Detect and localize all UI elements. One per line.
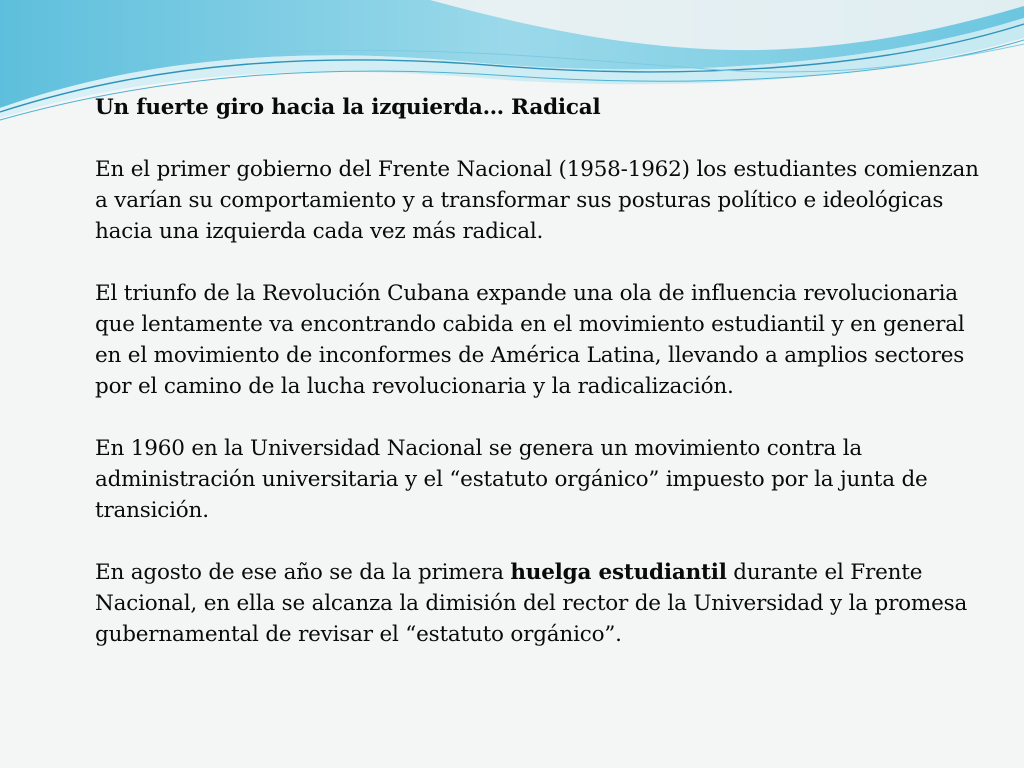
slide-body xyxy=(95,92,995,681)
paragraph-revolucion-cubana: El triunfo de la Revolución Cubana expande una ola de influencia revolucionaria que lentamente va encontrando cabida en el movimiento estudiantil y en general en el movimiento de inconformes de América Latina, llevando a amplios sectores por el camino de la lucha revolucionaria y la radicalización. xyxy=(95,281,965,399)
paragraph-huelga-after: durante el Frente Nacional, en ella se alcanza la dimisión del rector de la Universidad y la promesa gubernamental de revisar el “estatuto orgánico”. xyxy=(95,560,968,647)
paragraph-frente-nacional: En el primer gobierno del Frente Nacional (1958-1962) los estudiantes comienzan a varían su comportamiento y a transformar sus posturas político e ideológicas hacia una izquierda cada vez más radical. xyxy=(95,157,979,244)
paragraph-huelga xyxy=(95,557,995,650)
huelga-estudiantil-bold: huelga estudiantil xyxy=(510,560,727,585)
paragraph-huelga-before: En agosto de ese año se da la primera xyxy=(95,560,511,585)
paragraph-universidad-nacional: En 1960 en la Universidad Nacional se genera un movimiento contra la administración universitaria y el “estatuto orgánico” impuesto por la junta de transición. xyxy=(95,436,928,523)
slide-title: Un fuerte giro hacia la izquierda… Radical xyxy=(95,95,601,120)
